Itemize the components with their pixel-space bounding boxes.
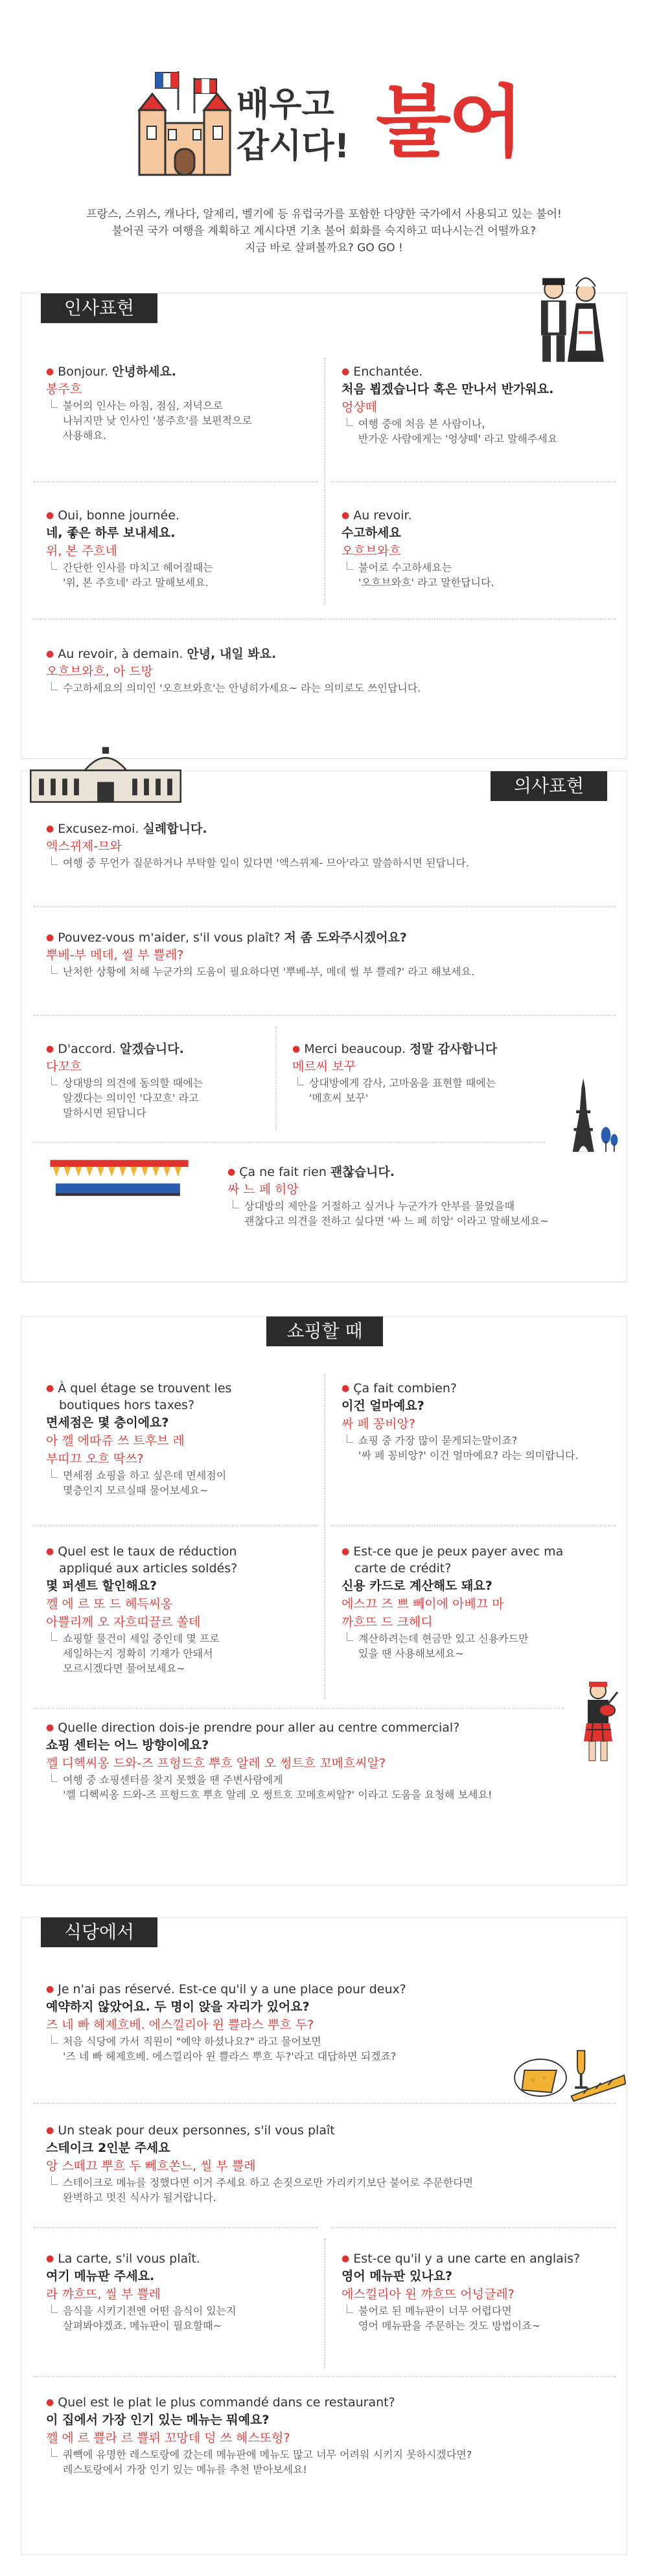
header-title-big: 불어 bbox=[376, 78, 521, 168]
shopping-item-4: ● Est-ce que je peux payer avec ma carte de crédit? 신용 카드로 계산해도 돼요? 에스끄 즈 쁘 뻬이에 아베끄 마 까흐뜨 드 크헤디 계산하려는데 현금만 있고 신용카드만 있을 땐 사용해보세요~ bbox=[341, 1543, 620, 1661]
bullet-icon: ● bbox=[46, 2397, 54, 2408]
section-title: 식당에서 bbox=[41, 1917, 157, 1947]
divider bbox=[275, 1026, 277, 1130]
divider bbox=[33, 2376, 616, 2377]
divider bbox=[331, 481, 616, 482]
divider bbox=[331, 2227, 616, 2228]
divider bbox=[324, 2239, 325, 2368]
restaurant-item-4: ● Est-ce qu'il y a une carte en anglais? 영어 메뉴판 있나요? 에스낄리아 윈 꺄흐뜨 어넝글레? 불어로 된 메뉴판이 너무 어렵다면 영어 메뉴판을 주문하는 것도 방법이죠~ bbox=[341, 2250, 620, 2333]
restaurant-item-1: ● Je n'ai pas réservé. Est-ce qu'il y a une place pour deux? 예약하지 않았어요. 두 명이 앉을 자리가 있어요? 즈 네 빠 헤제흐베. 에스낄리아 윈 쁠라스 뿌흐 두? 처음 식당에 가서 직원이 "예약 하셨나요?" 라고 물어보면 '즈 네 빠 헤제흐베. 에스낄리아 윈 쁠라스 뿌흐 두?'라고 대답하면 되겠죠? bbox=[46, 1981, 551, 2064]
header-title: 배우고 갑시다! bbox=[237, 85, 350, 166]
greeting-item-4: ● Au revoir. 수고하세요 오흐브와흐 불어로 수고하세요는 '오흐브와흐' 라고 말한답니다. bbox=[341, 507, 614, 590]
bullet-icon: ● bbox=[341, 367, 350, 377]
bunting-icon bbox=[45, 1157, 194, 1199]
expression-item-2: ● Pouvez-vous m'aider, s'il vous plaît? 저 좀 도와주시겠어요? 뿌베-부 메데, 씰 부 쁠레? 난처한 상황에 처해 누군가의 도움이 필요하다면 '뿌베-부, 메데 씰 부 쁠레?' 라고 해보세요. bbox=[46, 929, 616, 979]
section-title: 쇼핑할 때 bbox=[266, 1316, 383, 1346]
traditional-couple-icon bbox=[527, 274, 611, 365]
divider bbox=[33, 2227, 318, 2228]
section-greeting bbox=[21, 293, 627, 759]
restaurant-item-5: ● Quel est le plat le plus commandé dans ce restaurant? 이 집에서 가장 인기 있는 메뉴는 뭐예요? 껠 에 르 쁠라 르 쁠뤼 꼬망데 덩 쓰 헤스또헝? 쿼빽에 유명한 레스토랑에 갔는데 메뉴판에 메뉴도 많고 너무 어려워 시키지 못하시겠다면? 레스토랑에서 가장 인기 있는 메뉴를 추천 받아보세요! bbox=[46, 2394, 616, 2477]
divider bbox=[33, 481, 318, 482]
header-intro: 프랑스, 스위스, 캐나다, 알제리, 벨기에 등 유럽국가를 포함한 다양한 국가에서 사용되고 있는 불어! 불어권 국가 여행을 계획하고 계시다면 기초 불어 회화를 숙지하고 떠나시는건 어떨까요? 지금 바로 살펴볼까요? GO GO ! bbox=[86, 208, 562, 254]
divider bbox=[33, 2103, 616, 2104]
bullet-icon: ● bbox=[227, 1167, 236, 1177]
castle-flags-icon bbox=[133, 65, 237, 181]
bullet-icon: ● bbox=[46, 932, 54, 943]
bullet-icon: ● bbox=[46, 367, 54, 377]
header bbox=[0, 0, 648, 278]
palace-icon bbox=[21, 745, 190, 804]
eiffel-tower-icon bbox=[549, 1076, 620, 1153]
bullet-icon: ● bbox=[292, 1044, 301, 1054]
section-title: 의사표현 bbox=[491, 771, 607, 801]
divider bbox=[33, 1015, 616, 1016]
shopping-item-5: ● Quelle direction dois-je prendre pour aller au centre commercial? 쇼핑 센터는 어느 방향이에요? 껠 디헥씨옹 드와-즈 프헝드흐 뿌흐 알레 오 썽트흐 꼬메흐씨알? 여행 중 쇼핑센터를 찾지 못했을 땐 주변사람에게 '껠 디헥씨옹 드와-즈 프헝드흐 뿌흐 알레 오 썽트흐 꼬메흐씨알?' 이라고 도움을 요청해 보세요! bbox=[46, 1719, 616, 1802]
divider bbox=[324, 358, 325, 604]
expression-item-4: ● Merci beaucoup. 정말 감사합니다 메르씨 보꾸 상대방에게 감사, 고마움을 표현할 때에는 '메흐씨 보꾸' bbox=[292, 1041, 538, 1105]
bullet-icon: ● bbox=[46, 510, 54, 521]
divider bbox=[33, 906, 616, 907]
bullet-icon: ● bbox=[46, 1546, 54, 1557]
bullet-icon: ● bbox=[46, 2125, 54, 2136]
section-shopping bbox=[21, 1316, 627, 1886]
bullet-icon: ● bbox=[341, 510, 350, 521]
greeting-item-3: ● Oui, bonne journée. 네, 좋은 하루 보내세요. 위, 본 주흐네 간단한 인사를 마치고 헤어질때는 '위, 본 주흐네' 라고 말해보세요. bbox=[46, 507, 318, 590]
greeting-item-2: ● Enchantée. 처음 뵙겠습니다 혹은 만나서 반가워요. 엉샹떼 여행 중에 처음 본 사람이나, 반가운 사람에게는 '엉샹떼' 라고 말해주세요 bbox=[341, 363, 614, 446]
divider bbox=[331, 1525, 616, 1526]
bullet-icon: ● bbox=[341, 1546, 350, 1557]
bullet-icon: ● bbox=[46, 824, 54, 834]
section-restaurant bbox=[21, 1917, 627, 2555]
section-title: 인사표현 bbox=[41, 293, 157, 323]
divider bbox=[33, 1708, 564, 1709]
bullet-icon: ● bbox=[341, 2254, 350, 2264]
bullet-icon: ● bbox=[46, 1984, 54, 1994]
divider bbox=[33, 618, 616, 620]
bullet-icon: ● bbox=[46, 1383, 54, 1394]
shopping-item-2: ● Ça fait combien? 이건 얼마예요? 싸 페 꽁비앙? 쇼핑 중 가장 많이 묻게되는말이죠? '싸 페 꽁비앙?' 이건 얼마예요? 라는 의미랍니다. bbox=[341, 1380, 620, 1463]
bullet-icon: ● bbox=[46, 1723, 54, 1733]
bullet-icon: ● bbox=[46, 649, 54, 659]
section-expression bbox=[21, 771, 627, 1282]
divider bbox=[324, 1375, 325, 1699]
bullet-icon: ● bbox=[46, 2254, 54, 2264]
expression-item-3: ● D'accord. 알겠습니다. 다꼬흐 상대방의 의견에 동의할 때에는 알겠다는 의미인 '다꼬흐' 라고 말하시면 된답니다 bbox=[46, 1041, 266, 1120]
greeting-item-5: ● Au revoir, à demain. 안녕, 내일 봐요. 오흐브와흐, 아 드망 수고하세요의 의미인 '오흐브와흐'는 안녕히가세요~ 라는 의미로도 쓰인답니다. bbox=[46, 646, 603, 695]
divider bbox=[33, 1525, 318, 1526]
shopping-item-1: ● À quel étage se trouvent les boutiques hors taxes? 면세점은 몇 층이에요? 아 껠 에따쥬 쓰 트후브 레 부띠끄 오흐 딱쓰? 면세점 쇼핑을 하고 싶은데 면세점이 몇층인지 모르실때 물어보세요~ bbox=[46, 1380, 318, 1498]
restaurant-item-2: ● Un steak pour deux personnes, s'il vous plaît 스테이크 2인분 주세요 앙 스떼끄 뿌흐 두 뻬흐쏜느, 씰 부 쁠레 스테이크로 메뉴를 정했다면 이거 주세요 하고 손짓으로만 가리키기보단 불어로 주문한다면 완벽하고 멋진 식사가 될거랍니다. bbox=[46, 2122, 616, 2205]
expression-item-1: ● Excusez-moi. 실례합니다. 엑스뀌제-므와 여행 중 무언가 질문하거나 부탁할 일이 있다면 '엑스뀌제- 므아'라고 말씀하시면 된답니다. bbox=[46, 820, 603, 870]
bullet-icon: ● bbox=[341, 1383, 350, 1394]
cheese-bread-icon bbox=[503, 2040, 627, 2103]
bullet-icon: ● bbox=[46, 1044, 54, 1054]
shopping-item-3: ● Quel est le taux de réduction appliqué aux articles soldés? 몇 퍼센트 할인해요? 껠 에 르 또 드 헤득씨옹 아쁠리께 오 자흐띠끌르 쏠데 쇼핑할 물건이 세일 중인데 몇 프로 세일하는지 정확히 기재가 안돼서 모르시겠다면 물어보세요~ bbox=[46, 1543, 318, 1676]
restaurant-item-3: ● La carte, s'il vous plaît. 여기 메뉴판 주세요. 라 꺄흐뜨, 씰 부 쁠레 음식을 시키기전엔 어떤 음식이 있는지 살펴봐야겠죠. 메뉴판이 필요할때~ bbox=[46, 2250, 318, 2333]
divider bbox=[33, 1142, 545, 1143]
greeting-item-1: ● Bonjour. 안녕하세요. 봉주흐 불어의 인사는 아침, 점심, 저녁으로 나뉘지만 낮 인사인 '봉주흐'를 보편적으로 사용해요. bbox=[46, 363, 318, 443]
expression-item-5: ● Ça ne fait rien 괜찮습니다. 싸 느 페 히앙 상대방의 제안을 거절하고 싶거나 누군가가 안부를 물었을때 괜찮다고 의견을 전하고 싶다면 '싸 느 페 히앙' 이라고 말해보세요~ bbox=[227, 1164, 616, 1228]
